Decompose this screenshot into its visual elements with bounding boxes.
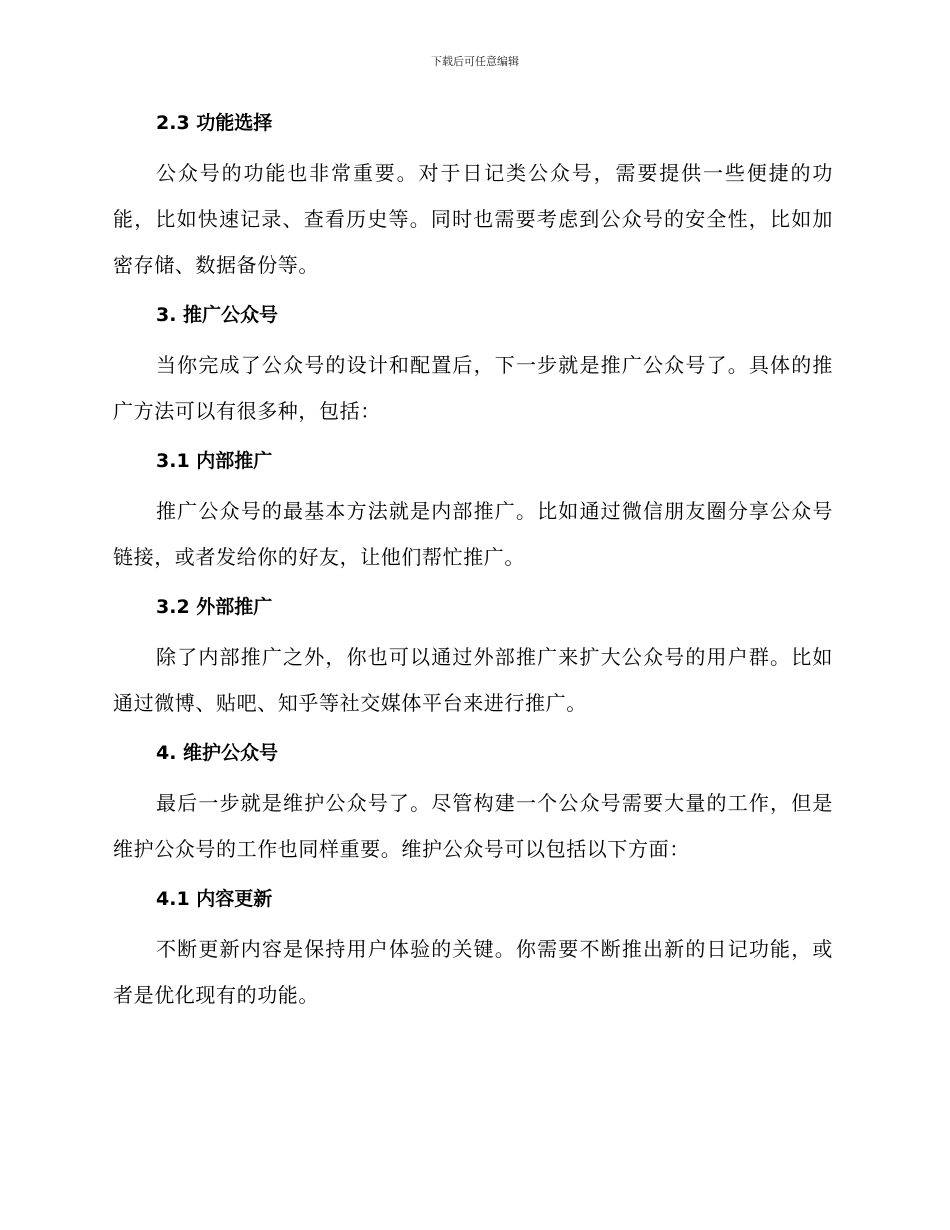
section-heading: 4.1 内容更新: [156, 888, 273, 910]
section-heading: 3.2 外部推广: [156, 596, 273, 618]
section-3-2: [113, 594, 833, 740]
page-header: 下载后可任意编辑: [431, 55, 519, 68]
section-paragraph: 推广公众号的最基本方法就是内部推广。比如通过微信朋友圈分享公众号链接，或者发给你的好友，让他们帮忙推广。: [113, 499, 833, 569]
section-4-1: [113, 886, 833, 1018]
document-body: [113, 110, 833, 1018]
section-4: [113, 740, 833, 886]
section-heading: 4. 维护公众号: [156, 742, 279, 764]
section-2-3: [113, 110, 833, 302]
section-paragraph: 当你完成了公众号的设计和配置后，下一步就是推广公众号了。具体的推广方法可以有很多种，包括：: [113, 353, 833, 423]
section-paragraph: 最后一步就是维护公众号了。尽管构建一个公众号需要大量的工作，但是维护公众号的工作也同样重要。维护公众号可以包括以下方面：: [113, 791, 833, 861]
section-3: [113, 302, 833, 448]
section-heading: 3.1 内部推广: [156, 450, 273, 472]
section-paragraph: 除了内部推广之外，你也可以通过外部推广来扩大公众号的用户群。比如通过微博、贴吧、知乎等社交媒体平台来进行推广。: [113, 645, 833, 715]
section-paragraph: 不断更新内容是保持用户体验的关键。你需要不断推出新的日记功能，或者是优化现有的功能。: [113, 937, 833, 1007]
section-3-1: [113, 448, 833, 594]
section-heading: 2.3 功能选择: [156, 112, 273, 134]
section-heading: 3. 推广公众号: [156, 304, 279, 326]
section-paragraph: 公众号的功能也非常重要。对于日记类公众号，需要提供一些便捷的功能，比如快速记录、查看历史等。同时也需要考虑到公众号的安全性，比如加密存储、数据备份等。: [113, 161, 833, 277]
